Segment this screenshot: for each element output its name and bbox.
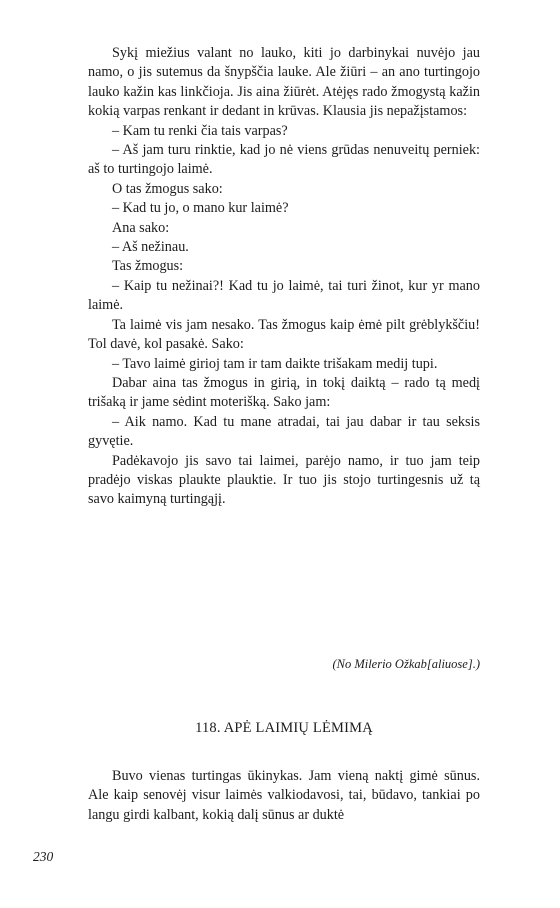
- story-heading: 118. APĖ LAIMIŲ LĖMIMĄ: [195, 720, 373, 736]
- paragraph: Ana sako:: [112, 219, 170, 236]
- dialogue-line: – Aš jam turu rinktie, kad jo nė viens grūdas nenuveitų perniek: aš to turtingojo laimė.: [88, 142, 480, 178]
- dialogue-line: – Kad tu jo, o mano kur laimė?: [112, 200, 289, 217]
- paragraph: Sykį miežius valant no lauko, kiti jo darbinykai nuvėjo jau namo, o jis sutemus da šnypščia lauke. Ale žiūri – an ano turtingojo lauko kažin kas linkčioja. Jis aina žiūrėt. Atėjęs rado žmogystą kažin kokią varpas renkant ir dedant in krūvas. Klausia jis nepažįstamos:: [88, 45, 480, 120]
- dialogue-line: – Tavo laimė girioj tam ir tam daikte trišakam medij tupi.: [112, 355, 438, 372]
- source-note: (No Milerio Ožkab[aliuose].): [332, 657, 480, 671]
- dialogue-line: – Aš nežinau.: [112, 239, 189, 256]
- paragraph: Padėkavojo jis savo tai laimei, parėjo namo, ir tuo jam teip pradėjo viskas plaukte plauktie. Ir tuo jis stojo turtingesnis už tą savo kaimyną turtingąjį.: [88, 452, 480, 508]
- dialogue-line: – Aik namo. Kad tu mane atradai, tai jau dabar ir tau seksis gyvętie.: [88, 413, 480, 450]
- dialogue-line: – Kam tu renki čia tais varpas?: [112, 122, 288, 139]
- paragraph: O tas žmogus sako:: [112, 180, 223, 197]
- paragraph: Ta laimė vis jam nesako. Tas žmogus kaip ėmė pilt grėblykščiu! Tol davė, kol pasakė. Sako:: [88, 316, 480, 353]
- story-text: [88, 44, 480, 510]
- paragraph: Tas žmogus:: [112, 258, 184, 275]
- page-number: 230: [33, 849, 54, 864]
- paragraph: Dabar aina tas žmogus in girią, in tokį daiktą – rado tą medį trišaką ir jame sėdint moterišką. Sako jam:: [88, 374, 480, 411]
- next-story-text: [88, 767, 480, 825]
- paragraph: Buvo vienas turtingas ūkinykas. Jam vieną naktį gimė sūnus. Ale kaip senovėj visur laimės valkiodavosi, tai, būdavo, tankiai po langu girdi kalbant, kokią dalį sūnus ar duktė: [88, 768, 480, 823]
- dialogue-line: – Kaip tu nežinai?! Kad tu jo laimė, tai turi žinot, kur yr mano laimė.: [88, 277, 480, 314]
